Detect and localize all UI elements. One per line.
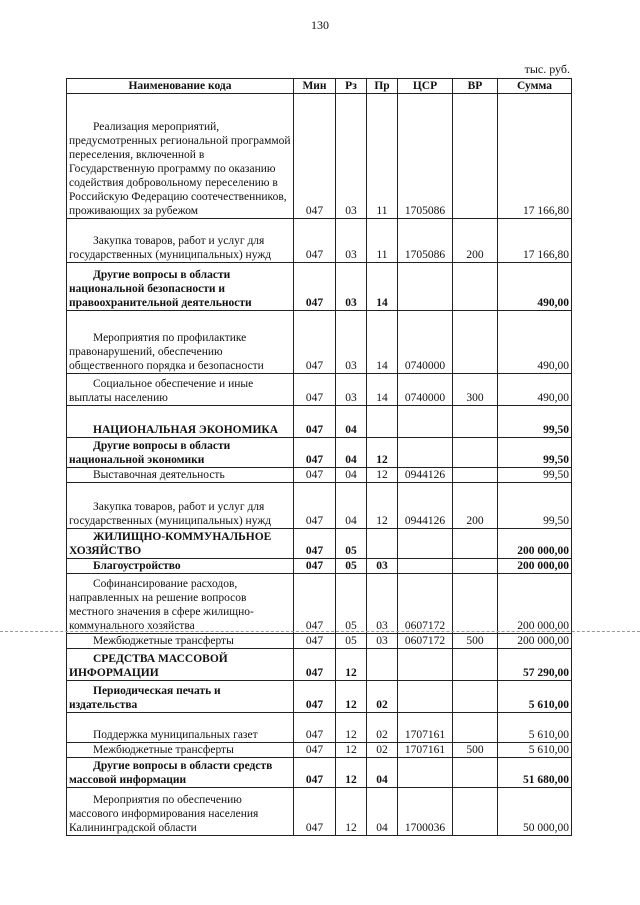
cell-rz: 12 [336, 758, 367, 788]
cell-rz: 03 [336, 94, 367, 219]
cell-min: 047 [294, 788, 336, 836]
header-sum: Сумма [498, 79, 572, 94]
table-row [67, 634, 572, 649]
cell-pr [367, 649, 398, 681]
cell-name: Благоустройство [67, 559, 294, 574]
cell-name: Межбюджетные трансферты [67, 743, 294, 758]
cell-pr [367, 529, 398, 559]
cell-sum: 57 290,00 [498, 649, 572, 681]
cell-sum: 99,50 [498, 483, 572, 529]
table-row [67, 743, 572, 758]
cell-rz: 12 [336, 649, 367, 681]
cell-csr: 0944126 [398, 468, 453, 483]
cell-vr [453, 529, 498, 559]
table-row [67, 468, 572, 483]
table-row [67, 713, 572, 743]
cell-name: Мероприятия по обеспечению массового информирования населения Калининградской области [67, 788, 294, 836]
table-row [67, 559, 572, 574]
cell-pr: 02 [367, 713, 398, 743]
cell-name: Периодическая печать и издательства [67, 681, 294, 713]
cell-rz: 04 [336, 468, 367, 483]
cell-sum: 99,50 [498, 438, 572, 468]
cell-sum: 200 000,00 [498, 529, 572, 559]
cell-pr: 02 [367, 743, 398, 758]
cell-name: Мероприятия по профилактике правонарушений, обеспечению общественного порядка и безопасности [67, 311, 294, 374]
cell-sum: 5 610,00 [498, 681, 572, 713]
cell-min: 047 [294, 311, 336, 374]
cell-csr: 1705086 [398, 94, 453, 219]
table-row [67, 374, 572, 406]
cell-vr [453, 681, 498, 713]
cell-rz: 05 [336, 529, 367, 559]
header-min: Мин [294, 79, 336, 94]
cell-csr: 0740000 [398, 311, 453, 374]
table-row [67, 438, 572, 468]
cell-name: Закупка товаров, работ и услуг для государственных (муниципальных) нужд [67, 483, 294, 529]
cell-csr: 1707161 [398, 713, 453, 743]
cell-min: 047 [294, 406, 336, 438]
units-label: тыс. руб. [524, 62, 570, 76]
cell-vr: 500 [453, 634, 498, 649]
cell-min: 047 [294, 634, 336, 649]
cell-min: 047 [294, 649, 336, 681]
cell-vr [453, 94, 498, 219]
cell-pr: 12 [367, 483, 398, 529]
cell-csr: 1700036 [398, 788, 453, 836]
cell-rz: 12 [336, 788, 367, 836]
cell-sum: 50 000,00 [498, 788, 572, 836]
cell-min: 047 [294, 713, 336, 743]
cell-csr: 1705086 [398, 219, 453, 263]
cell-pr: 12 [367, 468, 398, 483]
cell-pr: 03 [367, 559, 398, 574]
cell-pr: 04 [367, 758, 398, 788]
cell-rz: 05 [336, 574, 367, 634]
cell-rz: 03 [336, 219, 367, 263]
cell-sum: 490,00 [498, 263, 572, 311]
cell-rz: 04 [336, 483, 367, 529]
cell-vr [453, 559, 498, 574]
cell-name: СРЕДСТВА МАССОВОЙ ИНФОРМАЦИИ [67, 649, 294, 681]
table-row [67, 94, 572, 219]
cell-name: Поддержка муниципальных газет [67, 713, 294, 743]
cell-min: 047 [294, 559, 336, 574]
table-row [67, 788, 572, 836]
header-csr: ЦСР [398, 79, 453, 94]
cell-sum: 200 000,00 [498, 574, 572, 634]
cell-pr: 14 [367, 311, 398, 374]
cell-csr [398, 438, 453, 468]
table-row [67, 406, 572, 438]
cell-name: Другие вопросы в области национальной экономики [67, 438, 294, 468]
cell-csr [398, 263, 453, 311]
cell-min: 047 [294, 263, 336, 311]
cell-pr: 11 [367, 219, 398, 263]
cell-pr: 03 [367, 574, 398, 634]
table-row [67, 311, 572, 374]
cell-vr: 500 [453, 743, 498, 758]
cell-csr [398, 406, 453, 438]
cell-vr [453, 574, 498, 634]
header-name: Наименование кода [67, 79, 294, 94]
cell-name: Выставочная деятельность [67, 468, 294, 483]
cell-sum: 17 166,80 [498, 94, 572, 219]
cell-name: Другие вопросы в области средств массовой информации [67, 758, 294, 788]
cell-rz: 05 [336, 559, 367, 574]
cell-min: 047 [294, 574, 336, 634]
table-row [67, 263, 572, 311]
cell-vr: 200 [453, 219, 498, 263]
cell-min: 047 [294, 743, 336, 758]
cell-name: Реализация мероприятий, предусмотренных региональной программой переселения, включенной в Государственную программу по оказанию содействия добровольному переселению в Российскую Федерацию соотечественников, проживающих за рубежом [67, 94, 294, 219]
cell-pr: 02 [367, 681, 398, 713]
cell-csr: 0607172 [398, 634, 453, 649]
cell-min: 047 [294, 483, 336, 529]
cell-pr: 04 [367, 788, 398, 836]
cell-vr [453, 468, 498, 483]
table-row [67, 758, 572, 788]
cell-vr [453, 311, 498, 374]
cell-pr: 14 [367, 263, 398, 311]
header-rz: Рз [336, 79, 367, 94]
cell-rz: 03 [336, 374, 367, 406]
cell-csr [398, 559, 453, 574]
cell-pr: 11 [367, 94, 398, 219]
cell-csr [398, 758, 453, 788]
cell-name: НАЦИОНАЛЬНАЯ ЭКОНОМИКА [67, 406, 294, 438]
cell-sum: 99,50 [498, 406, 572, 438]
cell-csr: 1707161 [398, 743, 453, 758]
header-vr: ВР [453, 79, 498, 94]
cell-sum: 17 166,80 [498, 219, 572, 263]
cell-csr [398, 529, 453, 559]
cell-name: Социальное обеспечение и иные выплаты населению [67, 374, 294, 406]
cell-min: 047 [294, 758, 336, 788]
budget-table [66, 78, 572, 836]
cell-csr [398, 649, 453, 681]
cell-pr [367, 406, 398, 438]
cell-min: 047 [294, 374, 336, 406]
cell-pr: 12 [367, 438, 398, 468]
cell-sum: 51 680,00 [498, 758, 572, 788]
page-number: 130 [311, 18, 329, 32]
cell-name: Софинансирование расходов, направленных на решение вопросов местного значения в сфере жилищно-коммунального хозяйства [67, 574, 294, 634]
cell-vr [453, 263, 498, 311]
cell-rz: 04 [336, 406, 367, 438]
cell-sum: 5 610,00 [498, 713, 572, 743]
cell-min: 047 [294, 681, 336, 713]
cell-vr [453, 788, 498, 836]
cell-rz: 03 [336, 311, 367, 374]
cell-min: 047 [294, 94, 336, 219]
cell-rz: 12 [336, 743, 367, 758]
cell-csr: 0740000 [398, 374, 453, 406]
header-pr: Пр [367, 79, 398, 94]
cell-name: Закупка товаров, работ и услуг для государственных (муниципальных) нужд [67, 219, 294, 263]
table-row [67, 483, 572, 529]
cell-sum: 200 000,00 [498, 634, 572, 649]
cell-sum: 5 610,00 [498, 743, 572, 758]
table-row [67, 681, 572, 713]
cell-vr: 200 [453, 483, 498, 529]
cell-sum: 200 000,00 [498, 559, 572, 574]
cell-min: 047 [294, 219, 336, 263]
cell-csr: 0607172 [398, 574, 453, 634]
table-row [67, 219, 572, 263]
cut-line [0, 631, 640, 632]
cell-vr [453, 713, 498, 743]
cell-vr [453, 438, 498, 468]
table-row [67, 649, 572, 681]
cell-sum: 490,00 [498, 374, 572, 406]
cell-vr [453, 649, 498, 681]
cell-sum: 99,50 [498, 468, 572, 483]
cell-sum: 490,00 [498, 311, 572, 374]
cell-pr: 03 [367, 634, 398, 649]
cell-rz: 04 [336, 438, 367, 468]
cell-name: Межбюджетные трансферты [67, 634, 294, 649]
cell-rz: 12 [336, 681, 367, 713]
cell-rz: 12 [336, 713, 367, 743]
cell-pr: 14 [367, 374, 398, 406]
cell-csr: 0944126 [398, 483, 453, 529]
cell-min: 047 [294, 438, 336, 468]
cell-rz: 05 [336, 634, 367, 649]
cell-rz: 03 [336, 263, 367, 311]
cell-name: ЖИЛИЩНО-КОММУНАЛЬНОЕ ХОЗЯЙСТВО [67, 529, 294, 559]
cell-vr [453, 758, 498, 788]
cell-min: 047 [294, 468, 336, 483]
cell-vr: 300 [453, 374, 498, 406]
header-row [67, 79, 572, 94]
table-row [67, 529, 572, 559]
cell-csr [398, 681, 453, 713]
cell-name: Другие вопросы в области национальной безопасности и правоохранительной деятельности [67, 263, 294, 311]
table-row [67, 574, 572, 634]
cell-min: 047 [294, 529, 336, 559]
cell-vr [453, 406, 498, 438]
